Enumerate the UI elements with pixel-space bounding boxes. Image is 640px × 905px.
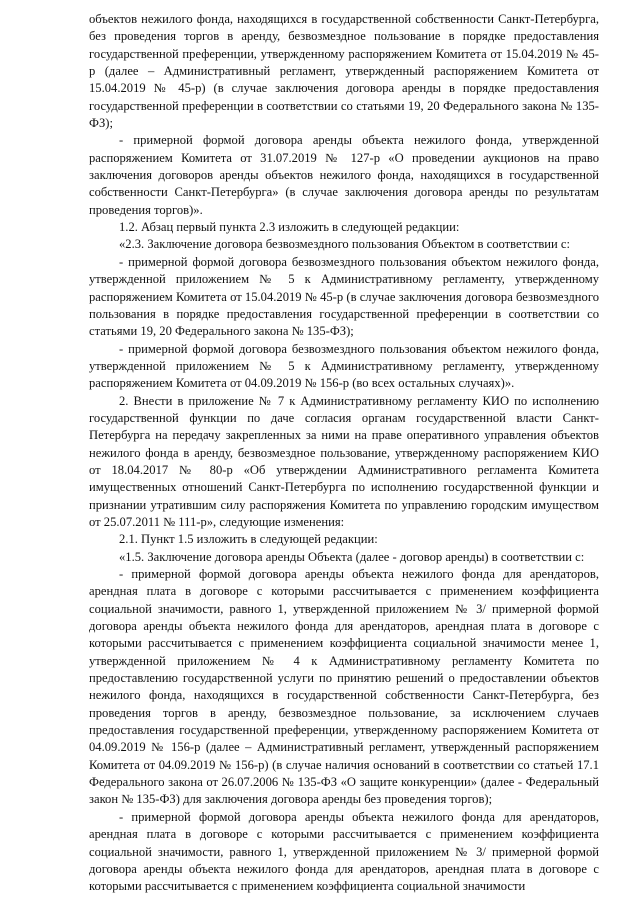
paragraph-item: 2.1. Пункт 1.5 изложить в следующей редакции: <box>119 532 378 547</box>
paragraph-continuation: объектов нежилого фонда, находящихся в государственной собственности Санкт-Петербурга, без проведения торгов в аренду, безвозмездное пользование в порядке предоставления государственной преференции, утвержденному распоряжением Комитета от 15.04.2019 № 45-р (далее – Административный регламент, утвержденный распоряжением Комитета от 15.04.2019 № 45-р) (в случае заключения договора аренды в порядке предоставления государственной преференции в соответствии со статьями 19, 20 Федерального закона № 135-ФЗ); <box>89 12 599 131</box>
paragraph-item: 2. Внести в приложение № 7 к Административному регламенту КИО по исполнению государственной функции по даче согласия органам государственной власти Санкт-Петербурга на передачу закрепленных за ними на праве оперативного управления объектов нежилого фонда в аренду, безвозмездное пользование, утвержденному распоряжением КИО от 18.04.2017 № 80-р «Об утверждении Административного регламента Комитета имущественных отношений Санкт-Петербурга по исполнению государственной функции и признании утратившим силу распоряжения Комитета по управлению городским имуществом от 25.07.2011 № 111-р», следующие изменения: <box>89 393 599 529</box>
paragraph-item: «2.3. Заключение договора безвозмездного пользования Объектом в соответствии с: <box>119 237 570 252</box>
document-body <box>89 11 599 896</box>
paragraph-item: - примерной формой договора аренды объекта нежилого фонда, утвержденной распоряжением Комитета от 31.07.2019 № 127-р «О проведении аукционов на право заключения договоров аренды объектов нежилого фонда, находящихся в государственной собственности Санкт-Петербурга» (в случае заключения договора аренды по результатам проведения торгов)». <box>89 133 599 217</box>
paragraph-item: - примерной формой договора безвозмездного пользования объектом нежилого фонда, утвержденной приложением № 5 к Административному регламенту, утвержденному распоряжением Комитета от 04.09.2019 № 156-р (во всех остальных случаях)». <box>89 341 599 391</box>
paragraph-item: - примерной формой договора безвозмездного пользования объектом нежилого фонда, утвержденной приложением № 5 к Административному регламенту, утвержденному распоряжением Комитета от 15.04.2019 № 45-р (в случае заключения договора безвозмездного пользования в порядке предоставления государственной преференции в соответствии со статьями 19, 20 Федерального закона № 135-ФЗ); <box>89 254 599 339</box>
paragraph-item: - примерной формой договора аренды объекта нежилого фонда для арендаторов, арендная плата в договоре с которыми рассчитывается с применением коэффициента социальной значимости, равного 1, утвержденной приложением № 3/ примерной формой договора аренды объекта нежилого фонда для арендаторов, арендная плата в договоре с которыми рассчитывается с применением коэффициента социальной значимости менее 1, утвержденной приложением № 4 к Административному регламенту Комитета по предоставлению государственной услуги по принятию решений о предоставлении объектов нежилого фонда, находящихся в государственной собственности Санкт-Петербурга, без проведения торгов в аренду, безвозмездное пользование, за исключением случаев предоставления государственной преференции, утвержденному распоряжением Комитета от 04.09.2019 № 156-р (далее – Административный регламент, утвержденный распоряжением Комитета от 04.09.2019 № 156-р) (в случае наличия оснований в соответствии со статьей 17.1 Федерального закона от 26.07.2006 № 135-ФЗ «О защите конкуренции» (далее - Федеральный закон № 135-ФЗ) для заключения договора аренды без проведения торгов); <box>89 567 599 807</box>
paragraph-item: - примерной формой договора аренды объекта нежилого фонда для арендаторов, арендная плата в договоре с которыми рассчитывается с применением коэффициента социальной значимости, равного 1, утвержденной приложением № 3/ примерной формой договора аренды объекта нежилого фонда для арендаторов, арендная плата в договоре с которыми рассчитывается с применением коэффициента социальной значимости <box>89 809 599 894</box>
paragraph-item: «1.5. Заключение договора аренды Объекта (далее - договор аренды) в соответствии с: <box>119 549 585 564</box>
paragraph-item: 1.2. Абзац первый пункта 2.3 изложить в следующей редакции: <box>119 220 460 235</box>
